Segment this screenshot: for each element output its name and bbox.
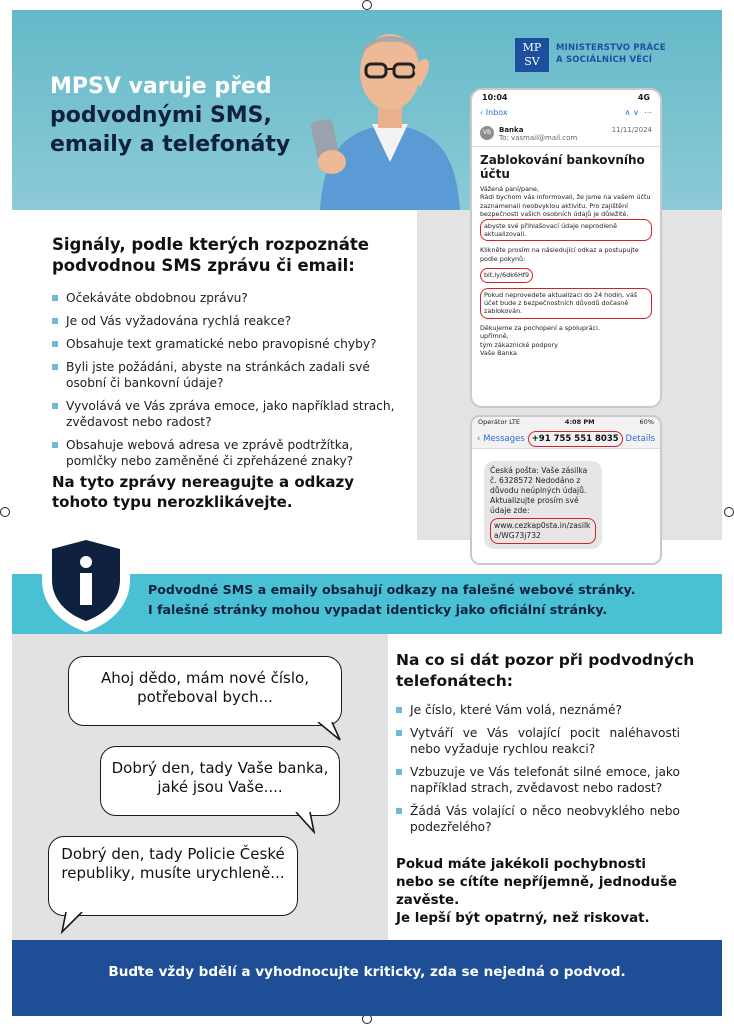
avatar: VB bbox=[480, 126, 494, 140]
email-nav-bar bbox=[472, 106, 660, 122]
phone-status-bar: 10:04 4G bbox=[482, 93, 650, 102]
info-shield-icon bbox=[40, 528, 132, 634]
calls-warning: Pokud máte jakékoli pochybnosti nebo se cítíte nepříjemně, jednoduše zavěste. Je lepší být opatrný, než riskovat. bbox=[396, 857, 677, 926]
info-message: Podvodné SMS a emaily obsahují odkazy na falešné webové stránky. I falešné stránky mohou vypadat identicky jako oficiální stránky. bbox=[148, 582, 636, 617]
speech-bubble-tail bbox=[290, 812, 316, 834]
inbox-back-link: ‹ Inbox bbox=[480, 108, 508, 117]
mpsv-logo: MP SV bbox=[515, 38, 549, 72]
ministry-name: MINISTERSTVO PRÁCE A SOCIÁLNÍCH VĚCÍ bbox=[556, 43, 666, 65]
signals-warning: Na tyto zprávy nereagujte a odkazy tohoto typu nerozklikávejte. bbox=[52, 473, 354, 511]
page-title: MPSV varuje před podvodnými SMS, emaily a telefonáty bbox=[50, 74, 291, 157]
list-item: Byli jste požádáni, abyste na stránkách zadali své osobní či bankovní údaje? bbox=[52, 359, 398, 391]
calls-heading: Na co si dát pozor při podvodných telefonátech: bbox=[396, 651, 695, 690]
messages-back-link: ‹ Messages bbox=[477, 433, 525, 444]
signals-heading: Signály, podle kterých rozpoznáte podvodnou SMS zprávu či email: bbox=[52, 235, 369, 275]
crop-mark-top bbox=[362, 0, 372, 10]
sender-number: +91 755 551 8035 bbox=[528, 431, 623, 447]
list-item: Vytváří ve Vás volající pocit naléhavosti nebo vyžaduje rychlou reakci? bbox=[396, 725, 680, 757]
list-item: Obsahuje text gramatické nebo pravopisné chyby? bbox=[52, 336, 398, 352]
list-item: Obsahuje webová adresa ve zprávě podtržítka, pomlčky nebo zaměněné či zpřeházené znaky? bbox=[52, 437, 398, 469]
phone-status-bar: Operátor LTE 4:08 PM 60% bbox=[472, 417, 660, 429]
email-phone-mockup bbox=[470, 88, 662, 408]
list-item: Je číslo, které Vám volá, neznámé? bbox=[396, 702, 680, 718]
calls-list bbox=[396, 702, 680, 842]
man-with-phone-illustration bbox=[300, 12, 480, 210]
crop-mark-right bbox=[724, 507, 734, 517]
email-body: Vážená paní/pane, Rádi bychom vás informovali, že jsme na vašem účtu zaznamenali neobvyklou aktivitu. Pro zajištění bezpečnosti vašich osobních údajů je důležité, abyste své přihlašovací údaje neprodleně aktualizovali. Klikněte prosím na následující odkaz a postupujte podle pokynů: bit.ly/6dk6Hf9 Pokud neprovedete aktualizaci do 24 hodin, váš účet bude z bezpečnostních důvodů dočasně zablokován. Děkujeme za pochopení a spolupráci. upřímně, tým zákaznické podpory Vaše Banka bbox=[480, 185, 651, 358]
highlight-credentials: abyste své přihlašovací údaje neprodleně aktualizovali. bbox=[480, 219, 652, 242]
speech-bubble-police: Dobrý den, tady Policie České republiky, musíte urychleně... bbox=[48, 836, 298, 916]
list-item: Očekáváte obdobnou zprávu? bbox=[52, 290, 398, 306]
crop-mark-left bbox=[0, 507, 10, 517]
nav-arrows-icon: ∧ ∨ ⋯ bbox=[624, 108, 652, 117]
phishing-link: bit.ly/6dk6Hf9 bbox=[480, 268, 533, 282]
speech-bubble-grandson: Ahoj dědo, mám nové číslo, potřeboval bych... bbox=[68, 656, 342, 726]
speech-bubble-tail bbox=[58, 912, 84, 934]
phishing-link: www.cezkap0sta.in/zasilka/WG73j732 bbox=[490, 518, 596, 544]
sms-message-bubble: Česká pošta: Vaše zásilka č. 6328572 Nedodáno z důvodu neúplných údajů. Aktualizujte prosím své údaje zde: www.cezkap0sta.in/zasilka/WG73j732 bbox=[484, 461, 602, 549]
highlight-threat: Pokud neprovedete aktualizaci do 24 hodin, váš účet bude z bezpečnostních důvodů dočasně zablokován. bbox=[480, 288, 652, 319]
speech-bubble-bank: Dobrý den, tady Vaše banka, jaké jsou Vaše.... bbox=[100, 746, 340, 816]
speech-bubble-tail bbox=[316, 722, 342, 742]
email-subject: Zablokování bankovního účtu bbox=[480, 153, 645, 181]
list-item: Vyvolává ve Vás zpráva emoce, jako například strach, zvědavost nebo radost? bbox=[52, 398, 398, 430]
footer-slogan: Buďte vždy bdělí a vyhodnocujte kriticky, zda se nejedná o podvod. bbox=[108, 964, 626, 980]
signals-list bbox=[52, 290, 398, 476]
list-item: Je od Vás vyžadována rychlá reakce? bbox=[52, 313, 398, 329]
list-item: Žádá Vás volající o něco neobvyklého nebo podezřelého? bbox=[396, 803, 680, 835]
email-sender-row: VB Banka To: vasmail@mail.com 11/11/2024 bbox=[472, 122, 660, 147]
list-item: Vzbuzuje ve Vás telefonát silné emoce, jako například strach, zvědavost nebo radost? bbox=[396, 764, 680, 796]
sms-phone-mockup bbox=[470, 415, 662, 565]
sms-nav-bar: ‹ Messages +91 755 551 8035 Details bbox=[472, 429, 660, 449]
